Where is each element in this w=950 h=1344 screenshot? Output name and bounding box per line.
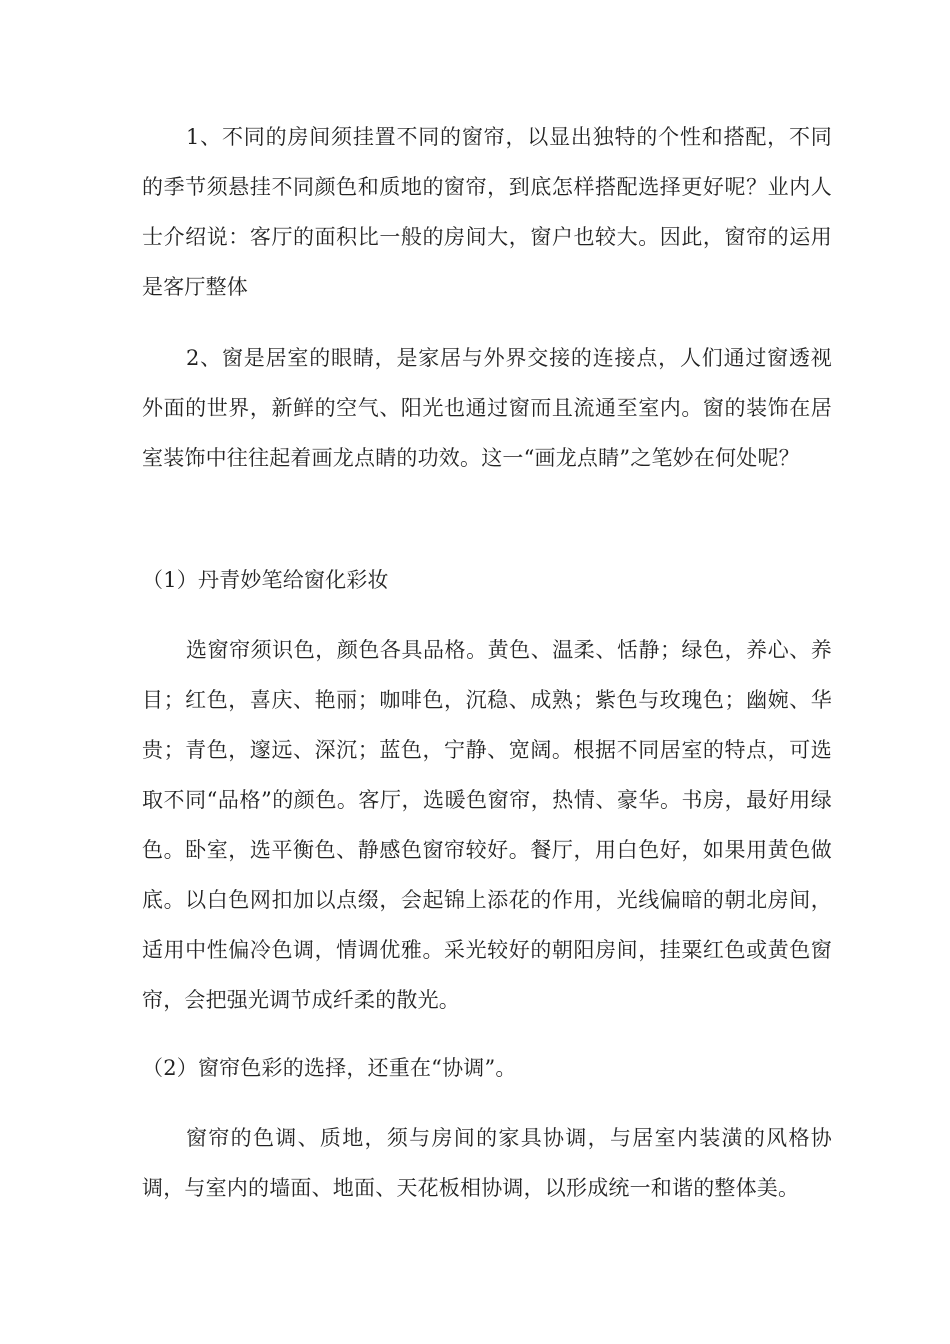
paragraph-4: 窗帘的色调、质地，须与房间的家具协调，与居室内装潢的风格协调，与室内的墙面、地面、天花板相协调，以形成统一和谐的整体美。: [142, 1126, 832, 1200]
paragraph-1: 1、不同的房间须挂置不同的窗帘，以显出独特的个性和搭配，不同的季节须悬挂不同颜色和质地的窗帘，到底怎样搭配选择更好呢？业内人士介绍说：客厅的面积比一般的房间大，窗户也较大。因此，窗帘的运用是客厅整体: [142, 125, 832, 299]
paragraph-2: 2、窗是居室的眼睛，是家居与外界交接的连接点，人们通过窗透视外面的世界，新鲜的空气、阳光也通过窗而且流通至室内。窗的装饰在居室装饰中往往起着画龙点睛的功效。这一“画龙点睛”之笔妙在何处呢？: [142, 346, 832, 470]
section-heading-2: （2）窗帘色彩的选择，还重在“协调”。: [142, 1056, 517, 1080]
section-heading-1: （1）丹青妙笔给窗化彩妆: [142, 568, 389, 592]
paragraph-3: 选窗帘须识色，颜色各具品格。黄色、温柔、恬静；绿色，养心、养目；红色，喜庆、艳丽；咖啡色，沉稳、成熟；紫色与玫瑰色；幽婉、华贵；青色，邃远、深沉；蓝色，宁静、宽阔。根据不同居室的特点，可选取不同“品格”的颜色。客厅，选暖色窗帘，热情、豪华。书房，最好用绿色。卧室，选平衡色、静感色窗帘较好。餐厅，用白色好，如果用黄色做底。以白色网扣加以点缀，会起锦上添花的作用，光线偏暗的朝北房间，适用中性偏冷色调，情调优雅。采光较好的朝阳房间，挂粟红色或黄色窗帘，会把强光调节成纤柔的散光。: [142, 638, 832, 1012]
